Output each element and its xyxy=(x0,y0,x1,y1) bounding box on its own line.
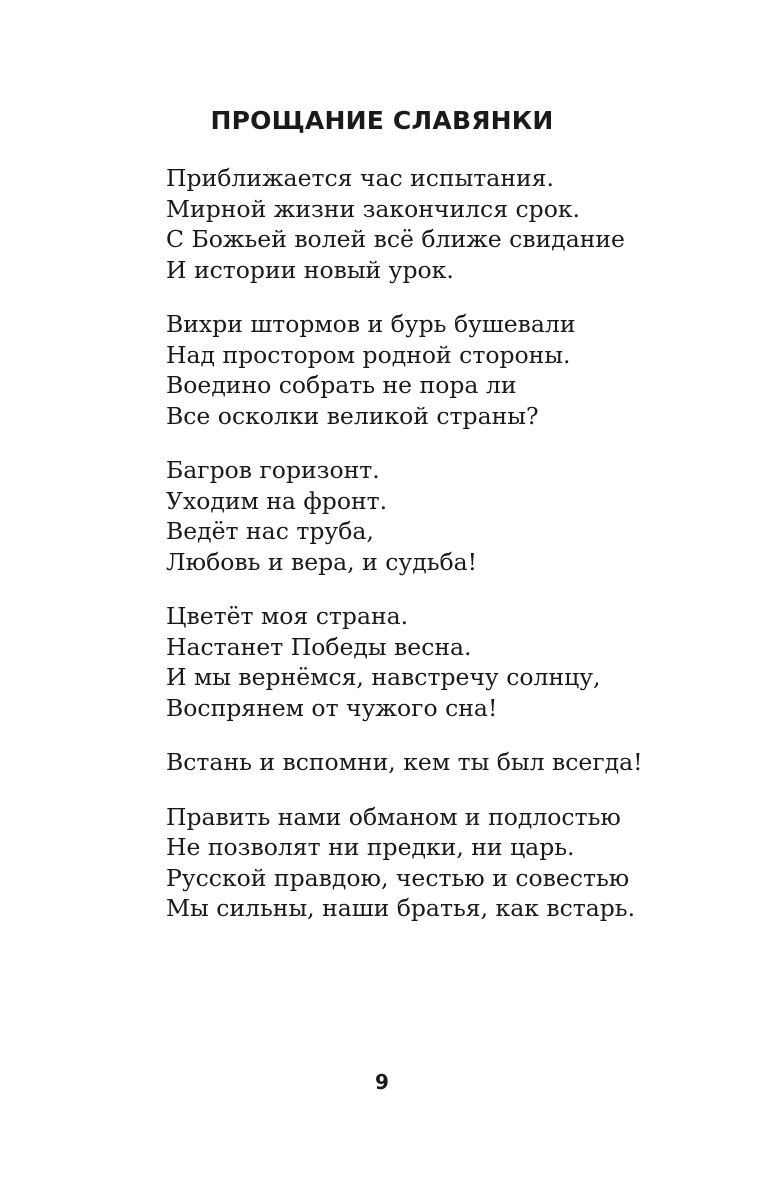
poem-line: Воспрянем от чужого сна! xyxy=(166,693,498,722)
poem-line: Уходим на фронт. xyxy=(166,486,388,515)
stanza-6 xyxy=(166,802,746,924)
poem-line: Ведёт нас труба, xyxy=(166,517,374,545)
stanza-5 xyxy=(166,747,746,778)
poem-line: И мы вернёмся, навстречу солнцу, xyxy=(166,663,601,691)
poem-line: Встань и вспомни, кем ты был всегда! xyxy=(166,748,643,776)
poem-line: Мы сильны, наши братья, как встарь. xyxy=(166,894,636,922)
poem-title: ПРОЩАНИЕ СЛАВЯНКИ xyxy=(210,106,554,135)
poem-line: Все осколки великой страны? xyxy=(166,401,539,430)
stanza-2 xyxy=(166,309,746,431)
poem-line: С Божьей волей всё ближе свидание xyxy=(166,225,625,253)
poem-line: Мирной жизни закончился срок. xyxy=(166,194,581,223)
poem-line: Цветёт моя страна. xyxy=(166,602,409,630)
poem-line: Настанет Победы весна. xyxy=(166,632,472,661)
poem-line: Править нами обманом и подлостью xyxy=(166,802,621,831)
poem-line: И истории новый урок. xyxy=(166,255,454,284)
poem-line: Багров горизонт. xyxy=(166,456,380,484)
poem-line: Вихри штормов и бурь бушевали xyxy=(166,310,576,338)
stanza-3 xyxy=(166,455,746,577)
poem-body xyxy=(166,163,746,948)
stanza-1 xyxy=(166,163,746,285)
poem-line: Любовь и вера, и судьба! xyxy=(166,547,478,576)
poem-line: Не позволят ни предки, ни царь. xyxy=(166,833,575,861)
poem-line: Приближается час испытания. xyxy=(166,164,554,192)
stanza-4 xyxy=(166,601,746,723)
poem-line: Над простором родной стороны. xyxy=(166,340,571,369)
poem-line: Русской правдою, честью и совестью xyxy=(166,863,630,892)
page-number: 9 xyxy=(375,1070,389,1094)
poem-line: Воедино собрать не пора ли xyxy=(166,371,517,399)
